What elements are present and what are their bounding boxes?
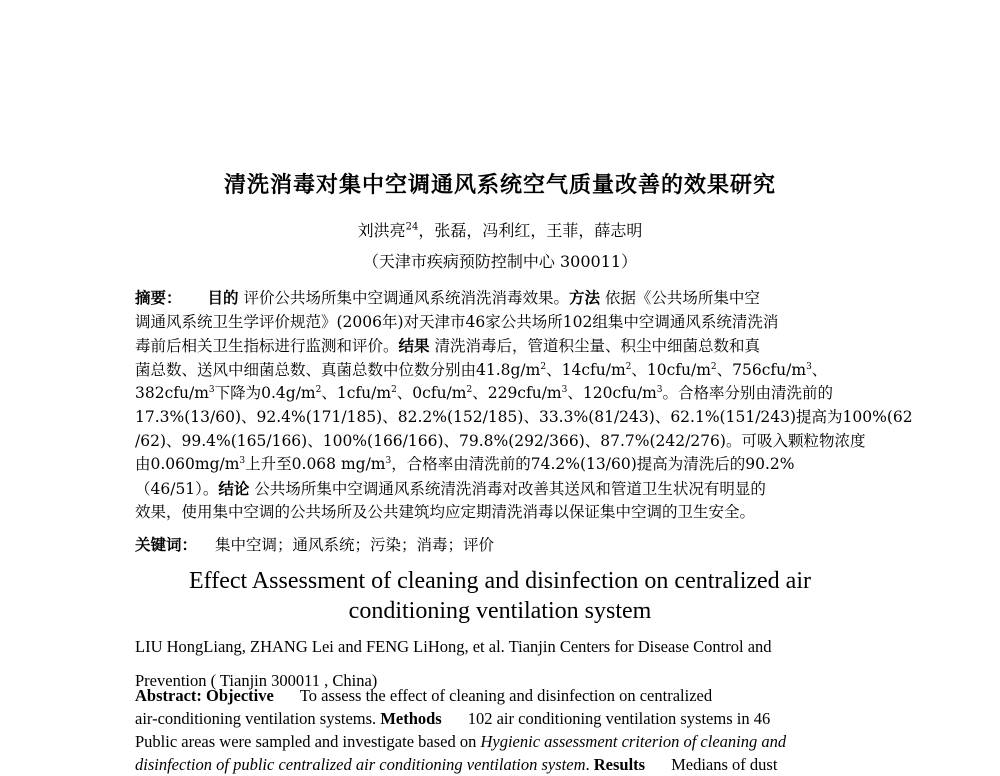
abstract-line — [135, 382, 860, 406]
abstract-label: 摘要： — [135, 288, 182, 307]
text-run: 、120cfu/m — [567, 384, 657, 403]
conclusion-text: 公共场所集中空调通风系统清洗消毒对改善其送风和管道卫生状况有明显的 — [249, 479, 766, 498]
methods-label: Methods — [380, 709, 442, 728]
superscript: 3 — [561, 385, 568, 396]
superscript: 2 — [466, 385, 473, 396]
text-run: 382cfu/m — [135, 384, 209, 403]
superscript: 3 — [806, 361, 812, 372]
abstract-line — [135, 684, 875, 707]
chinese-affiliation: （天津市疾病预防控制中心 300011） — [362, 252, 638, 271]
superscript: 2 — [540, 361, 547, 372]
superscript: 2 — [625, 361, 632, 372]
text-run: （46/51）。 — [135, 479, 219, 498]
chinese-abstract — [135, 286, 913, 525]
first-author: 刘洪亮 — [357, 221, 406, 240]
other-authors: ，张磊，冯利红，王菲，薛志明 — [418, 221, 643, 240]
abstract-text: To assess the effect of cleaning and disinfection on centralized — [299, 686, 713, 705]
superscript: 2 — [710, 361, 717, 372]
english-abstract — [135, 684, 875, 776]
keywords-text: 集中空调；通风系统；污染；消毒；评价 — [215, 536, 495, 554]
abstract-line — [135, 286, 860, 311]
abstract-line: 17.3%(13/60)、92.4%(171/185)、82.2%(152/185)、33.3%(81/243)、62.1%(151/243)提高为100%(62 — [135, 407, 913, 426]
abstract-objective-label: Abstract: Objective — [135, 686, 274, 705]
abstract-text: 102 air conditioning ventilation systems in 46 — [467, 709, 771, 728]
abstract-text: 毒前后相关卫生指标进行监测和评价。 — [135, 337, 399, 356]
abstract-text: air-conditioning ventilation systems. — [135, 709, 377, 728]
abstract-line: 调通风系统卫生学评价规范》(2006年)对天津市46家公共场所102组集中空调通风系统清洗消 — [135, 312, 779, 331]
text-run: 由0.060mg/m — [135, 455, 240, 474]
text-run: 、756cfu/m — [716, 360, 807, 379]
conclusion-label: 结论 — [218, 478, 250, 498]
text-run: 下降为0.4g/m — [214, 384, 316, 403]
abstract-line — [135, 477, 860, 502]
text-run: ，合格率由清洗前的74.2%(13/60)提高为清洗后的90.2% — [391, 455, 795, 474]
abstract-text: . — [585, 755, 594, 774]
superscript: 3 — [656, 385, 663, 396]
abstract-line — [135, 707, 875, 730]
english-authors-line: LIU HongLiang, ZHANG Lei and FENG LiHong, et al. Tianjin Centers for Disease Control and — [135, 637, 772, 656]
text-run: 、10cfu/m — [631, 360, 711, 379]
method-text: 依据《公共场所集中空 — [599, 289, 760, 307]
text-run: 。合格率分别由清洗前的 — [662, 384, 834, 403]
text-run: 、229cfu/m — [472, 384, 562, 403]
abstract-line — [135, 730, 875, 753]
abstract-line: 效果，使用集中空调的公共场所及公共建筑均应定期清洗消毒以保证集中空调的卫生安全。 — [135, 503, 756, 522]
superscript: 3 — [208, 385, 215, 396]
text-run: 、 — [811, 360, 828, 379]
superscript: 3 — [385, 456, 392, 466]
purpose-text: 评价公共场所集中空调通风系统消洗消毒效果。 — [238, 289, 569, 307]
text-run: 菌总数、送风中细菌总数、真菌总数中位数分别由41.8g/m — [135, 360, 541, 379]
keywords-label: 关键词： — [135, 535, 198, 554]
abstract-line: /62)、99.4%(165/166)、100%(166/166)、79.8%(292/366)、87.7%(242/276)。可吸入颗粒物浓度 — [135, 431, 866, 450]
text-run: 、14cfu/m — [546, 360, 626, 379]
abstract-text: Public areas were sampled and investigate based on — [135, 732, 481, 751]
method-label: 方法 — [568, 288, 600, 307]
abstract-text: Medians of dust — [671, 755, 778, 774]
criterion-title: Hygienic assessment criterion of cleaning and — [480, 732, 787, 751]
abstract-line — [135, 453, 860, 477]
author-superscript: 24 — [405, 221, 419, 233]
chinese-title: 清洗消毒对集中空调通风系统空气质量改善的效果研究 — [223, 172, 776, 198]
english-title-line: Effect Assessment of cleaning and disinfection on centralized air — [188, 568, 811, 594]
results-label: Results — [593, 755, 646, 774]
text-run: 、1cfu/m — [321, 384, 392, 403]
abstract-line — [135, 753, 875, 776]
abstract-line — [135, 334, 860, 359]
text-run: 、0cfu/m — [396, 384, 467, 403]
result-label: 结果 — [398, 336, 430, 356]
english-title-line: conditioning ventilation system — [348, 598, 652, 624]
english-title — [0, 566, 1000, 626]
superscript: 2 — [315, 385, 322, 396]
chinese-authors — [0, 218, 1000, 241]
text-run: 上升至0.068 mg/m — [245, 455, 386, 474]
abstract-line — [135, 359, 860, 383]
chinese-keywords — [135, 533, 860, 555]
english-affiliation-line: Prevention ( Tianjin 300011 , China) — [135, 671, 378, 690]
criterion-title: disinfection of public centralized air conditioning ventilation system — [135, 755, 586, 774]
superscript: 3 — [239, 456, 246, 466]
superscript: 2 — [391, 385, 397, 396]
purpose-label: 目的 — [207, 288, 239, 307]
result-text: 清洗消毒后，管道积尘量、积尘中细菌总数和真 — [429, 337, 760, 356]
